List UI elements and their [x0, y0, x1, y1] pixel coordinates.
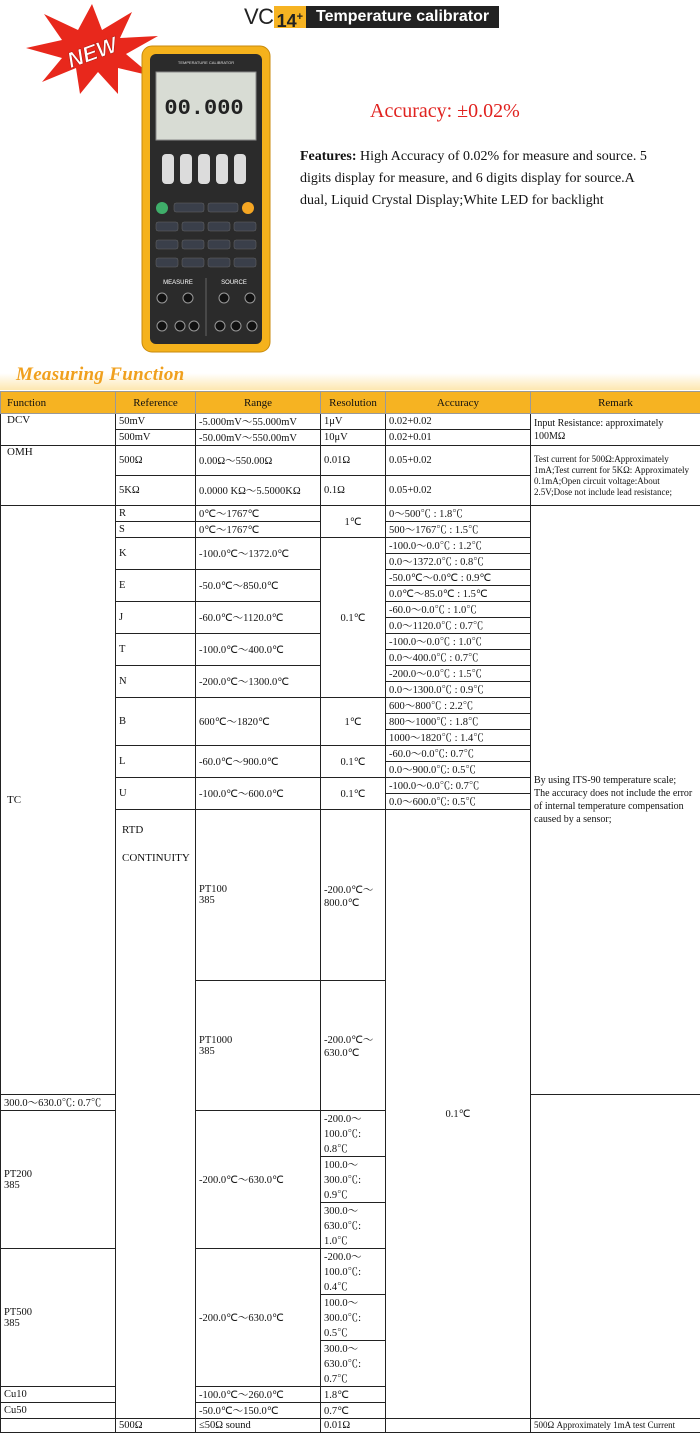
table-row [1, 1387, 700, 1403]
cell-acc: -50.0℃～0.0℃ : 0.9℃ [386, 570, 531, 586]
header-reference: Reference [116, 392, 196, 414]
cell-acc: 0.02+0.01 [386, 430, 531, 446]
cell-acc: 100.0～300.0℃: 0.5℃ [321, 1295, 386, 1341]
measuring-function-table [0, 391, 700, 1433]
model-number [274, 6, 306, 28]
cell-ref: L [116, 746, 196, 778]
cell-range: -200.0℃～1300.0℃ [196, 666, 321, 698]
cell-acc: 800～1000℃ : 1.8℃ [386, 714, 531, 730]
function-continuity-label: CONTINUITY [122, 852, 192, 864]
device-source-label: SOURCE [221, 280, 247, 286]
device-measure-label: MEASURE [163, 280, 193, 286]
cell-ref: J [116, 602, 196, 634]
function-tc: TC [1, 506, 116, 1095]
cell-range: -100.0℃～1372.0℃ [196, 538, 321, 570]
cell-acc: -60.0～0.0℃ : 1.0℃ [386, 602, 531, 618]
header-accuracy: Accuracy [386, 392, 531, 414]
cell-acc: 0.05+0.02 [386, 476, 531, 506]
section-heading [0, 362, 700, 390]
cell-ref: 50mV [116, 414, 196, 430]
cell-acc: -200.0～100.0℃: 0.8℃ [321, 1111, 386, 1157]
cell-ref: N [116, 666, 196, 698]
function-rtd-label: RTD [122, 824, 192, 836]
remark-continuity: 500Ω Approximately 1mA test Current [531, 1419, 700, 1433]
header-function: Function [1, 392, 116, 414]
header-remark: Remark [531, 392, 700, 414]
cell-res: 1μV [321, 414, 386, 430]
model-prefix: VC [244, 4, 274, 30]
cell-res: 1℃ [321, 698, 386, 746]
cell-res: 0.1℃ [321, 538, 386, 698]
cell-acc: 0.0～600.0℃: 0.5℃ [386, 794, 531, 810]
device-header: TEMPERATURE CALIBRATOR [178, 60, 234, 65]
table-header-row [1, 392, 700, 414]
cell-ref: S [116, 522, 196, 538]
cell-ref: 5KΩ [116, 476, 196, 506]
cell-ref: 500Ω [116, 1419, 196, 1433]
cell-ref: U [116, 778, 196, 810]
cell-acc-empty [386, 1419, 531, 1433]
cell-acc: 0.05+0.02 [386, 446, 531, 476]
cell-res: 0.1Ω [321, 476, 386, 506]
cell-acc: 1.8℃ [321, 1387, 386, 1403]
cell-res: 1℃ [321, 506, 386, 538]
cell-range: -50.0℃～850.0℃ [196, 570, 321, 602]
model-sup: + [297, 11, 303, 23]
cell-acc: -200.0～100.0℃: 0.4℃ [321, 1249, 386, 1295]
table-row [1, 446, 700, 476]
cell-res: 0.1℃ [321, 778, 386, 810]
cell-acc: 0.0℃～85.0℃ : 1.5℃ [386, 586, 531, 602]
cell-ref: 500Ω [116, 446, 196, 476]
cell-acc: -100.0～0.0℃: 0.7℃ [386, 778, 531, 794]
function-dcv: DCV [1, 414, 116, 446]
product-title: Temperature calibrator [306, 6, 499, 28]
cell-ref: PT200 385 [1, 1111, 116, 1249]
remark-dcv: Input Resistance: approximately 100MΩ [531, 414, 700, 446]
cell-range: 0.0000 KΩ～5.5000KΩ [196, 476, 321, 506]
cell-res: 10μV [321, 430, 386, 446]
table-row [1, 1249, 700, 1295]
header-resolution: Resolution [321, 392, 386, 414]
cell-acc: 300.0～630.0℃: 0.7℃ [321, 1341, 386, 1387]
remark-omh: Test current for 500Ω:Approximately 1mA;Test current for 5KΩ: Approximately 0.1mA;Open circuit voltage:About 2.5V;Dose not include lead resistance; [531, 446, 700, 506]
cell-acc: 100.0～300.0℃: 0.9℃ [321, 1157, 386, 1203]
cell-acc: 500～1767℃ : 1.5℃ [386, 522, 531, 538]
model-number-text: 14 [277, 11, 297, 31]
cell-ref: PT500 385 [1, 1249, 116, 1387]
cell-acc: 0.7℃ [321, 1403, 386, 1419]
cell-function-empty [1, 1419, 116, 1433]
cell-acc: -100.0～0.0℃ : 1.0℃ [386, 634, 531, 650]
cell-ref: PT1000 385 [196, 981, 321, 1111]
cell-range: -50.0℃～150.0℃ [196, 1403, 321, 1419]
cell-acc: 1000～1820℃ : 1.4℃ [386, 730, 531, 746]
cell-ref: E [116, 570, 196, 602]
cell-res: 0.01Ω [321, 446, 386, 476]
cell-acc: 600～800℃ : 2.2℃ [386, 698, 531, 714]
accuracy-headline: Accuracy: ±0.02% [370, 100, 520, 123]
function-omh: OMH [1, 446, 116, 506]
cell-range: -100.0℃～260.0℃ [196, 1387, 321, 1403]
cell-ref: 500mV [116, 430, 196, 446]
cell-acc: 0.0～1300.0℃ : 0.9℃ [386, 682, 531, 698]
cell-res: 0.1℃ [321, 746, 386, 778]
cell-acc: 300.0～630.0℃: 1.0℃ [321, 1203, 386, 1249]
cell-range: -200.0℃～630.0℃ [321, 981, 386, 1111]
header-range: Range [196, 392, 321, 414]
product-header [0, 0, 700, 360]
cell-acc: 0.0～900.0℃: 0.5℃ [386, 762, 531, 778]
cell-range: -100.0℃～400.0℃ [196, 634, 321, 666]
cell-range: -60.0℃～1120.0℃ [196, 602, 321, 634]
cell-acc: 0.02+0.02 [386, 414, 531, 430]
cell-ref: Cu50 [1, 1403, 116, 1419]
cell-acc: 0～500℃ : 1.8℃ [386, 506, 531, 522]
section-title: Measuring Function [16, 364, 185, 386]
cell-acc: 300.0～630.0℃: 0.7℃ [1, 1095, 116, 1111]
features-label: Features: [300, 149, 357, 164]
cell-range: -5.000mV～55.000mV [196, 414, 321, 430]
table-row [1, 506, 700, 522]
cell-ref: T [116, 634, 196, 666]
table-row [1, 1403, 700, 1419]
calibrator-device-image [140, 44, 272, 354]
cell-range: 0℃～1767℃ [196, 522, 321, 538]
brand-title [244, 6, 499, 28]
table-row [1, 1111, 700, 1157]
cell-range: -200.0℃～800.0℃ [321, 810, 386, 981]
remark-tc: By using ITS-90 temperature scale; The accuracy does not include the error of internal temperature compensation caused by a sensor; [531, 506, 700, 1095]
new-badge-label: NEW [64, 31, 123, 73]
cell-range: 600℃～1820℃ [196, 698, 321, 746]
cell-acc: 0.0～1372.0℃ : 0.8℃ [386, 554, 531, 570]
cell-res: 0.1℃ [386, 810, 531, 1419]
table-row [1, 1419, 700, 1433]
cell-acc: -200.0～0.0℃ : 1.5℃ [386, 666, 531, 682]
function-rtd [116, 810, 196, 1419]
features-body: High Accuracy of 0.02% for measure and source. 5 digits display for measure, and 6 digits display for source.A dual, Liquid Crystal Display;White LED for backlight [300, 149, 647, 208]
features-text [300, 146, 660, 212]
cell-ref: B [116, 698, 196, 746]
cell-ref: R [116, 506, 196, 522]
device-display: 00.000 [164, 96, 243, 121]
cell-res: 0.01Ω [321, 1419, 386, 1433]
cell-ref: Cu10 [1, 1387, 116, 1403]
cell-range: -60.0℃～900.0℃ [196, 746, 321, 778]
cell-range: -200.0℃～630.0℃ [196, 1111, 321, 1249]
table-row [1, 414, 700, 430]
cell-range: ≤50Ω sound [196, 1419, 321, 1433]
cell-range: -100.0℃～600.0℃ [196, 778, 321, 810]
cell-acc: 0.0～400.0℃ : 0.7℃ [386, 650, 531, 666]
cell-range: 0℃～1767℃ [196, 506, 321, 522]
cell-acc: 0.0～1120.0℃ : 0.7℃ [386, 618, 531, 634]
cell-range: 0.00Ω～550.00Ω [196, 446, 321, 476]
cell-ref: K [116, 538, 196, 570]
cell-range: -50.00mV～550.00mV [196, 430, 321, 446]
cell-ref: PT100 385 [196, 810, 321, 981]
cell-acc: -60.0～0.0℃: 0.7℃ [386, 746, 531, 762]
cell-acc: -100.0～0.0℃ : 1.2℃ [386, 538, 531, 554]
cell-range: -200.0℃～630.0℃ [196, 1249, 321, 1387]
